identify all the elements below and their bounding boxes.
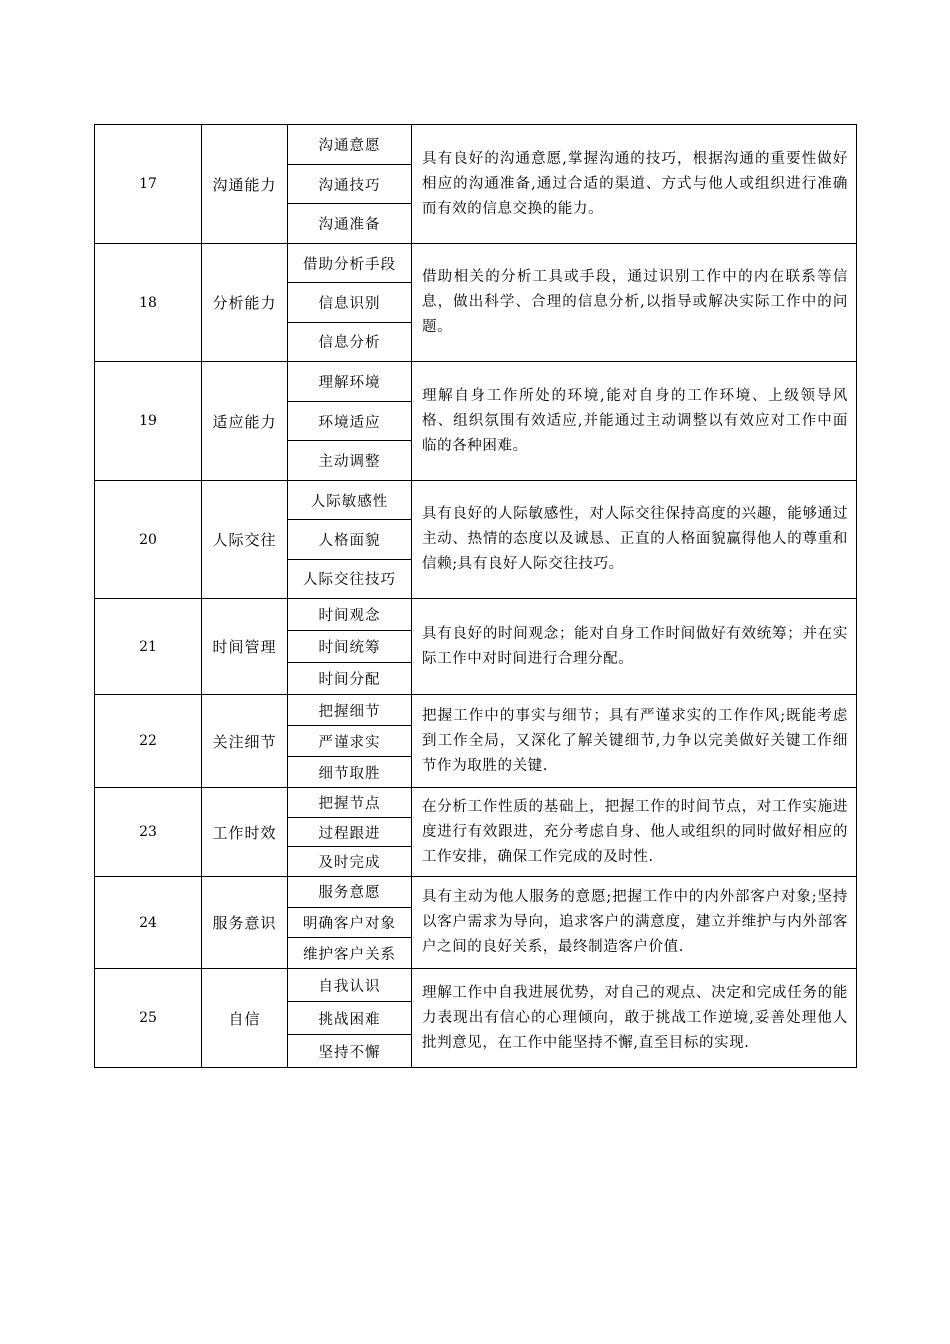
competency-name: 服务意识 (202, 877, 288, 968)
table-row (95, 969, 856, 1067)
sub-item: 把握节点 (288, 788, 411, 818)
sub-item: 借助分析手段 (288, 244, 411, 283)
sub-item: 信息分析 (318, 335, 381, 352)
row-number: 18 (95, 244, 202, 361)
row-number: 20 (95, 481, 202, 598)
sub-item: 沟通意愿 (288, 125, 411, 165)
sub-item: 自我认识 (288, 969, 411, 1002)
sub-item: 主动调整 (318, 454, 381, 471)
competency-description: 具有良好的时间观念；能对自身工作时间做好有效统筹；并在实际工作中对时间进行合理分配。 (422, 625, 848, 667)
sub-items (288, 481, 412, 598)
sub-items (288, 877, 412, 968)
table-row (95, 362, 856, 481)
sub-item: 沟通技巧 (288, 165, 411, 205)
sub-item: 时间分配 (318, 672, 381, 688)
competency-name: 沟通能力 (202, 125, 288, 243)
sub-item: 过程跟进 (288, 818, 411, 848)
table-row (95, 244, 856, 362)
sub-item: 把握细节 (288, 695, 411, 726)
sub-item: 沟通准备 (318, 217, 381, 234)
competency-description: 借助相关的分析工具或手段，通过识别工作中的内在联系等信息，做出科学、合理的信息分析,以指导或解决实际工作中的问题。 (422, 269, 848, 335)
sub-item: 人格面貌 (288, 520, 411, 559)
sub-item: 人际交往技巧 (303, 572, 396, 589)
sub-items (288, 125, 412, 243)
sub-item: 及时完成 (318, 855, 381, 872)
sub-items (288, 788, 412, 876)
sub-item: 严谨求实 (288, 726, 411, 757)
competency-description: 具有良好的人际敏感性，对人际交往保持高度的兴趣，能够通过主动、热情的态度以及诚恳、正直的人格面貌赢得他人的尊重和信赖;具有良好人际交往技巧。 (422, 506, 848, 572)
competency-description: 具有良好的沟通意愿,掌握沟通的技巧，根据沟通的重要性做好相应的沟通准备,通过合适的渠道、方式与他人或组织进行准确而有效的信息交换的能力。 (422, 150, 848, 217)
row-number: 25 (95, 969, 202, 1067)
competency-description: 理解自身工作所处的环境,能对自身的工作环境、上级领导风格、组织氛围有效适应,并能通过主动调整以有效应对工作中面临的各种困难。 (422, 387, 848, 454)
table-row (95, 788, 856, 877)
sub-item: 时间统筹 (288, 631, 411, 663)
competency-description: 把握工作中的事实与细节；具有严谨求实的工作作风;既能考虑到工作全局，又深化了解关键细节,力争以完美做好关键工作细节作为取胜的关键. (422, 707, 848, 774)
row-number: 21 (95, 599, 202, 694)
sub-item: 挑战困难 (288, 1002, 411, 1035)
competency-name: 关注细节 (202, 695, 288, 787)
sub-item: 环境适应 (288, 402, 411, 442)
sub-item: 服务意愿 (288, 877, 411, 908)
sub-item: 细节取胜 (318, 765, 381, 782)
sub-items (288, 244, 412, 361)
competency-table (94, 124, 857, 1068)
competency-description: 在分析工作性质的基础上，把握工作的时间节点，对工作实施进度进行有效跟进，充分考虑自身、他人或组织的同时做好相应的工作安排，确保工作完成的及时性. (422, 798, 848, 865)
competency-name: 人际交往 (202, 481, 288, 598)
competency-name: 时间管理 (202, 599, 288, 694)
competency-name: 适应能力 (202, 362, 288, 480)
table-row (95, 481, 856, 599)
sub-item: 坚持不懈 (318, 1044, 381, 1061)
sub-items (288, 969, 412, 1067)
table-row (95, 695, 856, 788)
competency-name: 自信 (202, 969, 288, 1067)
sub-item: 明确客户对象 (288, 908, 411, 939)
sub-items (288, 599, 412, 694)
sub-item: 理解环境 (288, 362, 411, 402)
table-row (95, 125, 856, 244)
competency-name: 工作时效 (202, 788, 288, 876)
sub-item: 信息识别 (288, 283, 411, 322)
table-row (95, 877, 856, 969)
table-row (95, 599, 856, 695)
competency-description: 理解工作中自我进展优势，对自己的观点、决定和完成任务的能力表现出有信心的心理倾向，敢于挑战工作逆境,妥善处理他人批判意见，在工作中能坚持不懈,直至目标的实现. (422, 984, 848, 1051)
sub-items (288, 695, 412, 787)
sub-item: 人际敏感性 (288, 481, 411, 520)
competency-description: 具有主动为他人服务的意愿;把握工作中的内外部客户对象;坚持以客户需求为导向，追求客户的满意度，建立并维护与内外部客户之间的良好关系，最终制造客户价值. (422, 889, 848, 955)
row-number: 24 (95, 877, 202, 968)
sub-items (288, 362, 412, 480)
row-number: 23 (95, 788, 202, 876)
sub-item: 时间观念 (288, 599, 411, 631)
row-number: 19 (95, 362, 202, 480)
competency-name: 分析能力 (202, 244, 288, 361)
row-number: 17 (95, 125, 202, 243)
sub-item: 维护客户关系 (303, 946, 396, 963)
row-number: 22 (95, 695, 202, 787)
